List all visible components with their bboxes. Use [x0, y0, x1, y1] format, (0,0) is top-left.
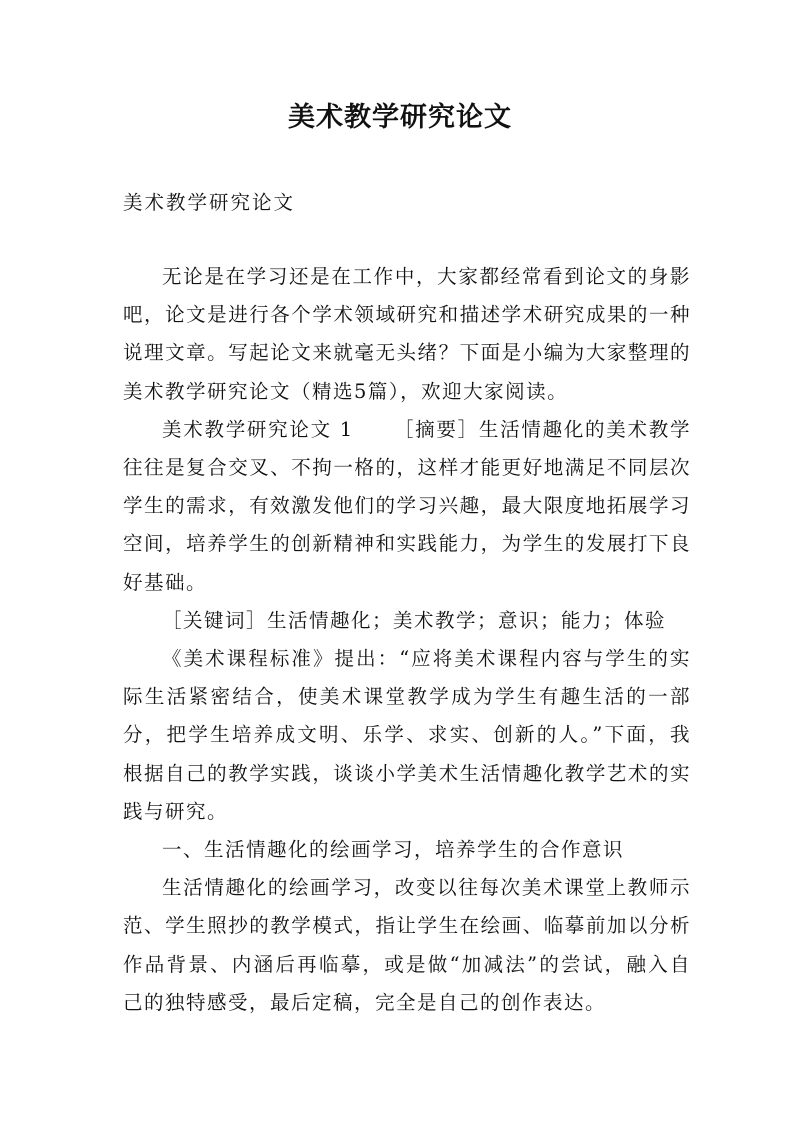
document-title: 美术教学研究论文 [288, 102, 512, 133]
section1-heading: 一、生活情趣化的绘画学习，培养学生的合作意识 [162, 838, 625, 862]
section1-paragraph: 生活情趣化的绘画学习，改变以往每次美术课堂上教师示范、学生照抄的教学模式，指让学生在绘画、临摹前加以分析作品背景、内涵后再临摹，或是做“加减法”的尝试，融入自己的独特感受，最后定稿，完全是自己的创作表达。 [123, 876, 691, 1014]
intro-paragraph: 无论是在学习还是在工作中，大家都经常看到论文的身影吧，论文是进行各个学术领域研究和描述学术研究成果的一种说理文章。写起论文来就毫无头绪？下面是小编为大家整理的美术教学研究论文（精选5篇），欢迎大家阅读。 [123, 265, 691, 403]
keywords-paragraph: ［关键词］生活情趣化；美术教学；意识；能力；体验 [162, 608, 667, 632]
essay-heading: 美术教学研究论文 1 [162, 417, 354, 441]
standard-paragraph: 《美术课程标准》提出：“应将美术课程内容与学生的实际生活紧密结合，使美术课堂教学成为学生有趣生活的一部分，把学生培养成文明、乐学、求实、创新的人。”下面，我根据自己的教学实践，谈谈小学美术生活情趣化教学艺术的实践与研究。 [123, 647, 691, 823]
document-subtitle: 美术教学研究论文 [123, 191, 296, 214]
document-body [123, 258, 691, 1022]
abstract-paragraph [123, 411, 691, 602]
abstract-text: ［摘要］生活情趣化的美术教学往往是复合交叉、不拘一格的，这样才能更好地满足不同层次学生的需求，有效激发他们的学习兴趣，最大限度地拓展学习空间，培养学生的创新精神和实践能力，为学生的发展打下良好基础。 [123, 417, 691, 594]
